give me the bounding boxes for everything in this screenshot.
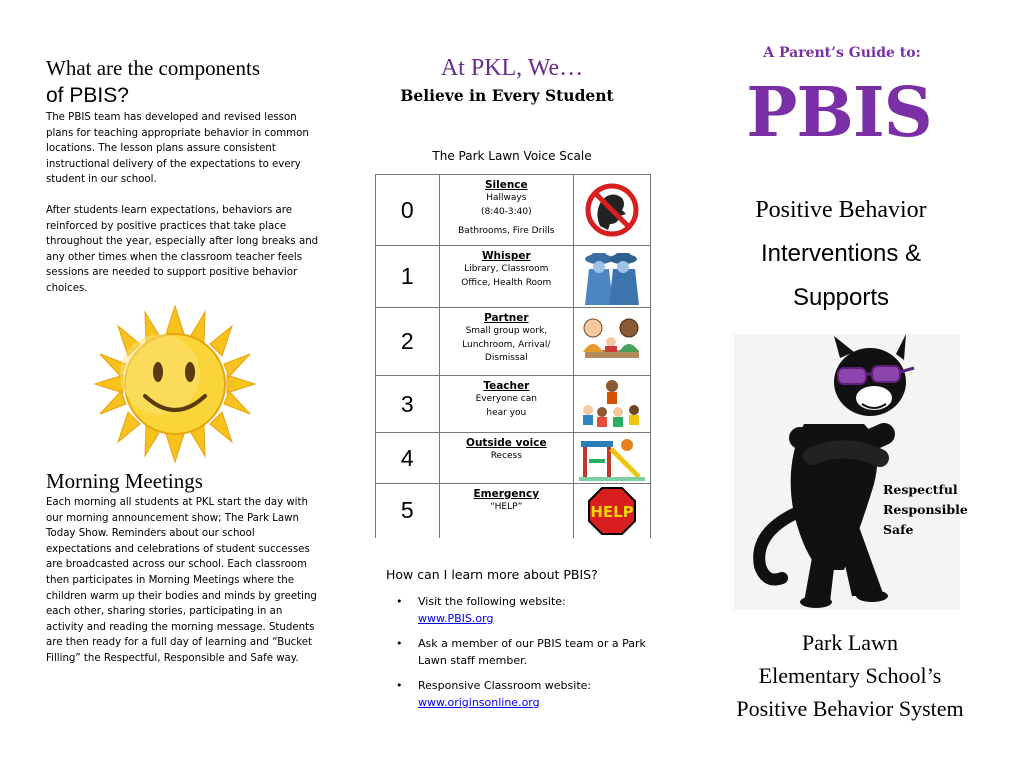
components-heading-line1: What are the components bbox=[46, 56, 260, 80]
voice-scale-row bbox=[376, 484, 651, 538]
voice-level: 1 bbox=[376, 246, 440, 308]
list-item bbox=[396, 594, 650, 627]
components-paragraph-2: After students learn expectations, behaviors are reinforced by positive practices that take place throughout the year, especially after long breaks and any other times when the classroom teacher feels sessions are needed to support positive behavior choices. bbox=[46, 204, 319, 294]
voice-level-line1: Everyone can bbox=[475, 394, 537, 404]
voice-level-description bbox=[439, 433, 573, 484]
left-panel bbox=[46, 54, 322, 664]
voice-level-line1: Small group work, bbox=[465, 326, 548, 336]
list-item bbox=[396, 678, 650, 711]
voice-level-description bbox=[439, 246, 573, 308]
no-talking-icon bbox=[574, 175, 651, 246]
voice-scale-table bbox=[375, 174, 651, 538]
voice-level-description bbox=[439, 175, 573, 246]
voice-scale-row bbox=[376, 433, 651, 484]
voice-level-line1: Library, Classroom bbox=[464, 264, 549, 274]
sun-image bbox=[90, 304, 260, 464]
pbis-website-link[interactable]: www.PBIS.org bbox=[418, 611, 494, 625]
voice-level-line2: Lunchroom, Arrival/ bbox=[462, 339, 551, 350]
list-item bbox=[396, 636, 650, 669]
playground-icon bbox=[574, 433, 651, 484]
voice-level-label: Whisper bbox=[481, 250, 531, 262]
voice-level-extra: Dismissal bbox=[484, 353, 528, 363]
voice-level-description bbox=[439, 308, 573, 376]
school-name-line1: Park Lawn bbox=[802, 630, 898, 655]
voice-level-extra: Bathrooms, Fire Drills bbox=[458, 226, 555, 236]
morning-meetings-heading: Morning Meetings bbox=[46, 469, 203, 493]
school-name-line2: Elementary School’s bbox=[758, 663, 942, 688]
voice-level-line2: (8:40-3:40) bbox=[480, 206, 532, 217]
learn-item-text: Responsive Classroom website: bbox=[418, 679, 592, 692]
voice-level-line1: “HELP” bbox=[490, 502, 523, 512]
believe-heading: Believe in Every Student bbox=[400, 86, 614, 105]
voice-level-label: Emergency bbox=[473, 488, 540, 500]
voice-level-label: Silence bbox=[484, 179, 528, 191]
value-respectful: Respectful bbox=[883, 482, 958, 497]
at-pkl-heading: At PKL, We… bbox=[440, 55, 584, 81]
voice-scale-row bbox=[376, 308, 651, 376]
voice-level: 3 bbox=[376, 376, 440, 433]
responsive-classroom-link[interactable]: www.originsonline.org bbox=[418, 695, 540, 709]
voice-level-line1: Hallways bbox=[486, 193, 527, 203]
voice-level-description bbox=[439, 484, 573, 538]
voice-level-line1: Recess bbox=[490, 451, 522, 461]
value-safe: Safe bbox=[883, 522, 914, 537]
voice-level-label: Teacher bbox=[483, 380, 530, 392]
voice-scale-row bbox=[376, 376, 651, 433]
pbis-expansion-line2: Interventions & bbox=[760, 240, 922, 267]
help-sign-icon bbox=[574, 484, 651, 538]
voice-scale-title: The Park Lawn Voice Scale bbox=[432, 149, 592, 163]
teacher-class-icon bbox=[574, 376, 651, 433]
pbis-title: PBIS bbox=[746, 73, 932, 153]
pbis-expansion-line1: Positive Behavior bbox=[755, 197, 927, 223]
voice-level: 5 bbox=[376, 484, 440, 538]
voice-level: 0 bbox=[376, 175, 440, 246]
learn-item-text: Ask a member of our PBIS team or a Park Lawn staff member. bbox=[418, 637, 646, 667]
school-name-line3: Positive Behavior System bbox=[736, 696, 964, 721]
learn-more-list bbox=[396, 594, 650, 720]
voice-level: 4 bbox=[376, 433, 440, 484]
whispering-spies-icon bbox=[574, 246, 651, 308]
parents-guide-heading: A Parent’s Guide to: bbox=[763, 45, 921, 61]
value-responsible: Responsible bbox=[883, 502, 968, 517]
voice-level-label: Outside voice bbox=[466, 437, 547, 449]
components-heading-line2: of PBIS? bbox=[46, 84, 129, 107]
learn-item-text: Visit the following website: bbox=[418, 595, 566, 608]
school-values bbox=[883, 480, 968, 540]
partner-talk-icon bbox=[574, 308, 651, 376]
voice-level-line2: Office, Health Room bbox=[461, 277, 552, 288]
pbis-expansion-line3: Supports bbox=[792, 284, 890, 311]
voice-level: 2 bbox=[376, 308, 440, 376]
components-heading bbox=[46, 54, 322, 110]
voice-scale-row bbox=[376, 175, 651, 246]
voice-level-line2: hear you bbox=[486, 407, 527, 418]
panther-mascot-image bbox=[734, 334, 960, 610]
svg-text:HELP: HELP bbox=[590, 502, 634, 521]
learn-more-title: How can I learn more about PBIS? bbox=[386, 567, 598, 582]
voice-scale-row bbox=[376, 246, 651, 308]
school-name bbox=[700, 626, 1000, 725]
components-paragraph-1: The PBIS team has developed and revised lesson plans for teaching appropriate behavior in common locations. The lesson plans assure consistent instructional delivery of the expectations to every student in our school. bbox=[46, 112, 309, 186]
morning-meetings-text: Each morning all students at PKL start the day with our morning announcement show; The Park Lawn Today Show. Reminders about our school expectations and celebrations of student successes are broadcasted across our school. Each classroom then participates in Morning Meetings where the children warm up their bodies and minds by greeting each other, sharing stories, participating in an activity and reading the morning message. Students are then ready for a full day of learning and “Bucket Filling” the Respectful, Responsible and Safe way. bbox=[46, 497, 317, 664]
voice-level-description bbox=[439, 376, 573, 433]
voice-level-label: Partner bbox=[484, 312, 529, 324]
